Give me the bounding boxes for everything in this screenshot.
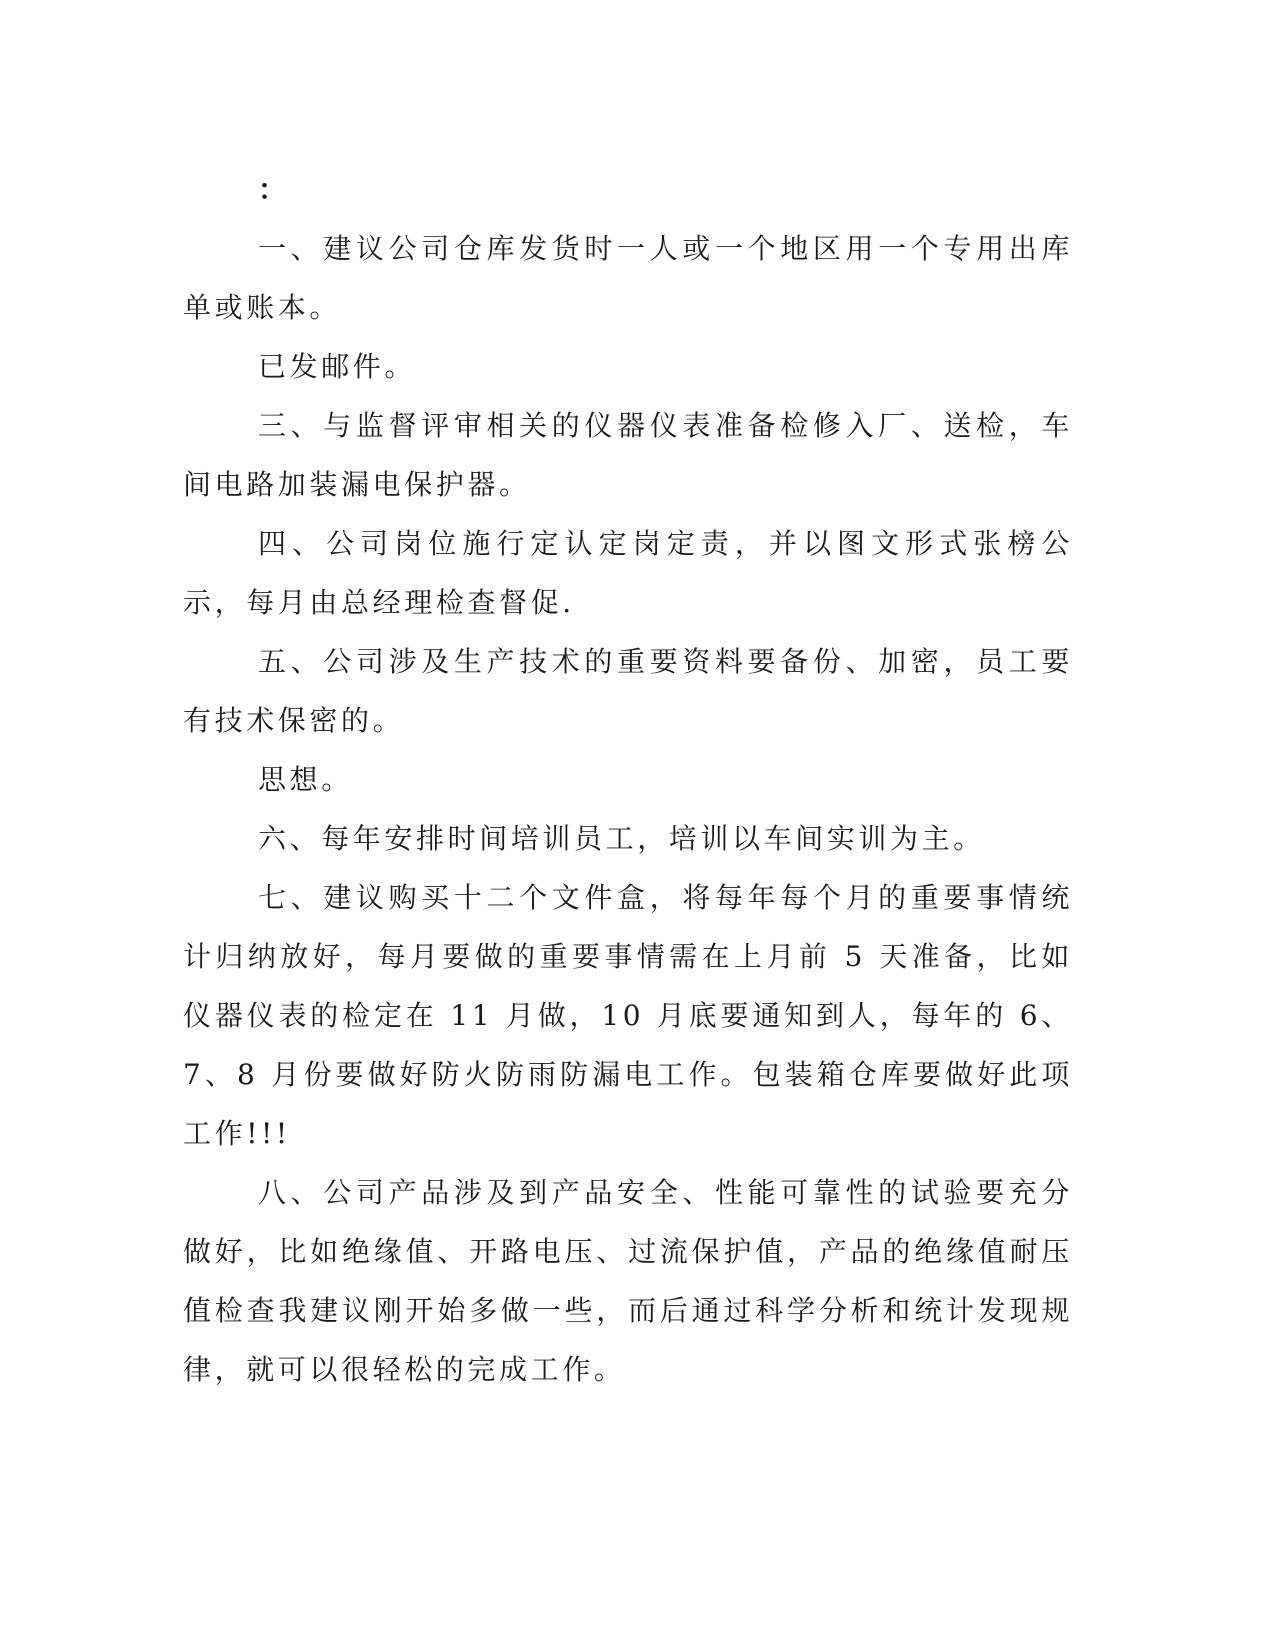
leading-colon: ：: [258, 173, 290, 206]
document-body: [183, 160, 1073, 1399]
paragraph-item-7: 七、建议购买十二个文件盒，将每年每个月的重要事情统计归纳放好，每月要做的重要事情需在上月前 5 天准备，比如仪器仪表的检定在 11 月做，10 月底要通知到人，每年的 6、7、8 月份要做好防火防雨防漏电工作。包装箱仓库要做好此项工作!!!: [183, 881, 1073, 1150]
paragraph-item-8: 八、公司产品涉及到产品安全、性能可靠性的试验要充分做好，比如绝缘值、开路电压、过流保护值，产品的绝缘值耐压值检查我建议刚开始多做一些，而后通过科学分析和统计发现规律，就可以很轻松的完成工作。: [183, 1176, 1073, 1386]
paragraph-item-5: 五、公司涉及生产技术的重要资料要备份、加密，员工要有技术保密的。: [183, 645, 1073, 737]
paragraph-item-6: 六、每年安排时间培训员工，培训以车间实训为主。: [258, 822, 985, 855]
paragraph-item-1: 一、建议公司仓库发货时一人或一个地区用一个专用出库单或账本。: [183, 232, 1073, 324]
paragraph-thought: 思想。: [258, 763, 353, 796]
paragraph-item-4: 四、公司岗位施行定认定岗定责，并以图文形式张榜公示，每月由总经理检查督促.: [183, 527, 1073, 619]
paragraph-email-sent: 已发邮件。: [258, 350, 417, 383]
paragraph-item-3: 三、与监督评审相关的仪器仪表准备检修入厂、送检，车间电路加装漏电保护器。: [183, 409, 1073, 501]
